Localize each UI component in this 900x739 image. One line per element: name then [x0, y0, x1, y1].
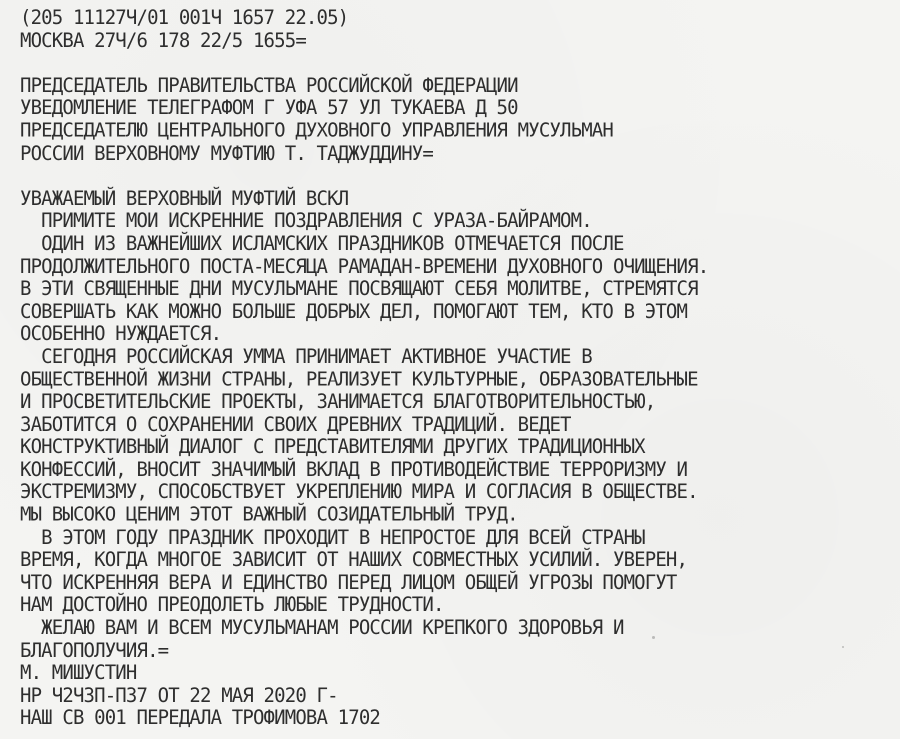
body-line: ПРИМИТЕ МОИ ИСКРЕННИЕ ПОЗДРАВЛЕНИЯ С УРАЗА-БАЙРАМОМ.: [20, 209, 592, 233]
recipient-name-line: РОССИИ ВЕРХОВНОМУ МУФТИЮ Т. ТАДЖУДДИНУ=: [20, 141, 433, 165]
service-header-line: (205 11127Ч/01 001Ч 1657 22.05): [20, 5, 349, 30]
body-line: ЗАБОТИТСЯ О СОХРАНЕНИИ СВОИХ ДРЕВНИХ ТРАДИЦИЙ. ВЕДЕТ: [20, 412, 571, 436]
paper-speck: [842, 646, 844, 648]
body-line: ЧТО ИСКРЕННЯЯ ВЕРА И ЕДИНСТВО ПЕРЕД ЛИЦОМ ОБЩЕЙ УГРОЗЫ ПОМОГУТ: [20, 570, 677, 594]
service-footer-line: НР Ч2Ч3П-П37 ОТ 22 МАЯ 2020 Г-: [20, 683, 338, 707]
delivery-address-line: УВЕДОМЛЕНИЕ ТЕЛЕГРАФОМ Г УФА 57 УЛ ТУКАЕВА Д 50: [20, 96, 518, 120]
blank-line: [20, 53, 708, 76]
origin-line: МОСКВА 27Ч/6 178 22/5 1655=: [20, 28, 306, 52]
body-line: ОДИН ИЗ ВАЖНЕЙШИХ ИСЛАМСКИХ ПРАЗДНИКОВ ОТМЕЧАЕТСЯ ПОСЛЕ: [20, 231, 624, 255]
body-line: ЖЕЛАЮ ВАМ И ВСЕМ МУСУЛЬМАНАМ РОССИИ КРЕПКОГО ЗДОРОВЬЯ И: [20, 615, 624, 640]
body-line: ПРОДОЛЖИТЕЛЬНОГО ПОСТА-МЕСЯЦА РАМАДАН-ВРЕМЕНИ ДУХОВНОГО ОЧИЩЕНИЯ.: [20, 254, 709, 278]
body-line: В ЭТОМ ГОДУ ПРАЗДНИК ПРОХОДИТ В НЕПРОСТОЕ ДЛЯ ВСЕЙ СТРАНЫ: [20, 525, 645, 549]
signature-line: М. МИШУСТИН: [20, 661, 137, 685]
body-line: В ЭТИ СВЯЩЕННЫЕ ДНИ МУСУЛЬМАНЕ ПОСВЯЩАЮТ СЕБЯ МОЛИТВЕ, СТРЕМЯТСЯ: [20, 277, 698, 301]
salutation-line: УВАЖАЕМЫЙ ВЕРХОВНЫЙ МУФТИЙ ВСКЛ: [20, 186, 349, 210]
sender-line: ПРЕДСЕДАТЕЛЬ ПРАВИТЕЛЬСТВА РОССИЙСКОЙ ФЕДЕРАЦИИ: [20, 73, 518, 97]
body-line: МЫ ВЫСОКО ЦЕНИМ ЭТОТ ВАЖНЫЙ СОЗИДАТЕЛЬНЫЙ ТРУД.: [20, 502, 518, 527]
body-line: НАМ ДОСТОЙНО ПРЕОДОЛЕТЬ ЛЮБЫЕ ТРУДНОСТИ.: [20, 593, 444, 617]
service-footer-line: НАШ СВ 001 ПЕРЕДАЛА ТРОФИМОВА 1702: [20, 706, 381, 730]
body-line: КОНФЕССИЙ, ВНОСИТ ЗНАЧИМЫЙ ВКЛАД В ПРОТИВОДЕЙСТВИЕ ТЕРРОРИЗМУ И: [20, 457, 688, 481]
body-line: БЛАГОПОЛУЧИЯ.=: [20, 638, 169, 662]
recipient-line: ПРЕДСЕДАТЕЛЮ ЦЕНТРАЛЬНОГО ДУХОВНОГО УПРАВЛЕНИЯ МУСУЛЬМАН: [20, 118, 613, 142]
telegram-text: [20, 5, 709, 731]
body-line: ОСОБЕННО НУЖДАЕТСЯ.: [20, 322, 222, 346]
body-line: ВРЕМЯ, КОГДА МНОГОЕ ЗАВИСИТ ОТ НАШИХ СОВМЕСТНЫХ УСИЛИЙ. УВЕРЕН,: [20, 548, 688, 572]
body-line: КОНСТРУКТИВНЫЙ ДИАЛОГ С ПРЕДСТАВИТЕЛЯМИ ДРУГИХ ТРАДИЦИОННЫХ: [20, 435, 645, 459]
body-line: СОВЕРШАТЬ КАК МОЖНО БОЛЬШЕ ДОБРЫХ ДЕЛ, ПОМОГАЮТ ТЕМ, КТО В ЭТОМ: [20, 299, 688, 323]
paper-speck: [652, 636, 655, 639]
body-line: И ПРОСВЕТИТЕЛЬСКИЕ ПРОЕКТЫ, ЗАНИМАЕТСЯ БЛАГОТВОРИТЕЛЬНОСТЬЮ,: [20, 389, 656, 414]
blank-line: [20, 166, 708, 189]
body-line: СЕГОДНЯ РОССИЙСКАЯ УММА ПРИНИМАЕТ АКТИВНОЕ УЧАСТИЕ В: [20, 344, 592, 368]
body-line: ЭКСТРЕМИЗМУ, СПОСОБСТВУЕТ УКРЕПЛЕНИЮ МИРА И СОГЛАСИЯ В ОБЩЕСТВЕ.: [20, 480, 698, 504]
body-line: ОБЩЕСТВЕННОЙ ЖИЗНИ СТРАНЫ, РЕАЛИЗУЕТ КУЛЬТУРНЫЕ, ОБРАЗОВАТЕЛЬНЫЕ: [20, 367, 698, 391]
paper-speck: [496, 470, 498, 472]
